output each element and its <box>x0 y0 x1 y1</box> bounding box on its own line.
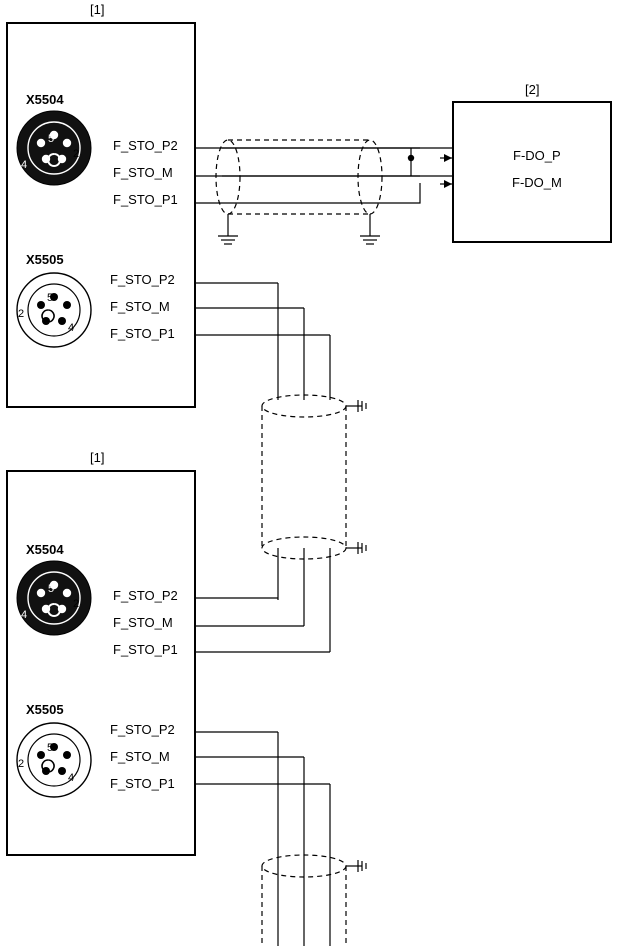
connector-x5504-bottom-icon <box>16 560 92 636</box>
signal-label-sto-p2-x5505-bottom: F_STO_P2 <box>110 722 175 737</box>
signal-label-sto-p1-x5505-bottom: F_STO_P1 <box>110 776 175 791</box>
signal-label-fdo-m: F-DO_M <box>512 175 562 190</box>
signal-label-sto-p1-x5504-bottom: F_STO_P1 <box>113 642 178 657</box>
pin-number-5-x5504-bottom: 5 <box>48 583 55 595</box>
connector-label-x5504-top: X5504 <box>26 92 64 107</box>
signal-label-fdo-p: F-DO_P <box>513 148 561 163</box>
signal-label-sto-p1-x5504-top: F_STO_P1 <box>113 192 178 207</box>
signal-label-sto-m-x5505-bottom: F_STO_M <box>110 749 170 764</box>
ref-label-drive-bottom: [1] <box>90 450 105 465</box>
signal-label-sto-p1-x5505-top: F_STO_P1 <box>110 326 175 341</box>
signal-label-sto-p2-x5504-top: F_STO_P2 <box>113 138 178 153</box>
ref-label-controller: [2] <box>525 82 540 97</box>
pin-number-5-x5505-top: 5 <box>47 292 54 304</box>
connector-x5505-bottom-icon <box>16 722 92 798</box>
signal-label-sto-m-x5504-top: F_STO_M <box>113 165 173 180</box>
pin-number-4-x5504-top: 4 <box>21 159 28 171</box>
pin-number-2-x5504-top: 2 <box>73 148 80 160</box>
connector-x5504-top-icon <box>16 110 92 186</box>
connector-label-x5505-top: X5505 <box>26 252 64 267</box>
pin-number-2-x5504-bottom: 2 <box>73 598 80 610</box>
signal-label-sto-p2-x5504-bottom: F_STO_P2 <box>113 588 178 603</box>
signal-label-sto-m-x5504-bottom: F_STO_M <box>113 615 173 630</box>
pin-number-4-x5504-bottom: 4 <box>21 609 28 621</box>
connector-label-x5505-bottom: X5505 <box>26 702 64 717</box>
connector-x5505-top-icon <box>16 272 92 348</box>
ref-label-drive-top: [1] <box>90 2 105 17</box>
pin-number-2-x5505-bottom: 2 <box>18 758 25 770</box>
drive-box-top <box>6 22 196 408</box>
signal-label-sto-m-x5505-top: F_STO_M <box>110 299 170 314</box>
drive-box-bottom <box>6 470 196 856</box>
pin-number-4-x5505-bottom: 4 <box>68 772 75 784</box>
pin-number-5-x5505-bottom: 5 <box>47 742 54 754</box>
pin-number-2-x5505-top: 2 <box>18 308 25 320</box>
pin-number-5-x5504-top: 5 <box>48 133 55 145</box>
pin-number-4-x5505-top: 4 <box>68 322 75 334</box>
controller-box <box>452 101 612 243</box>
signal-label-sto-p2-x5505-top: F_STO_P2 <box>110 272 175 287</box>
connector-label-x5504-bottom: X5504 <box>26 542 64 557</box>
